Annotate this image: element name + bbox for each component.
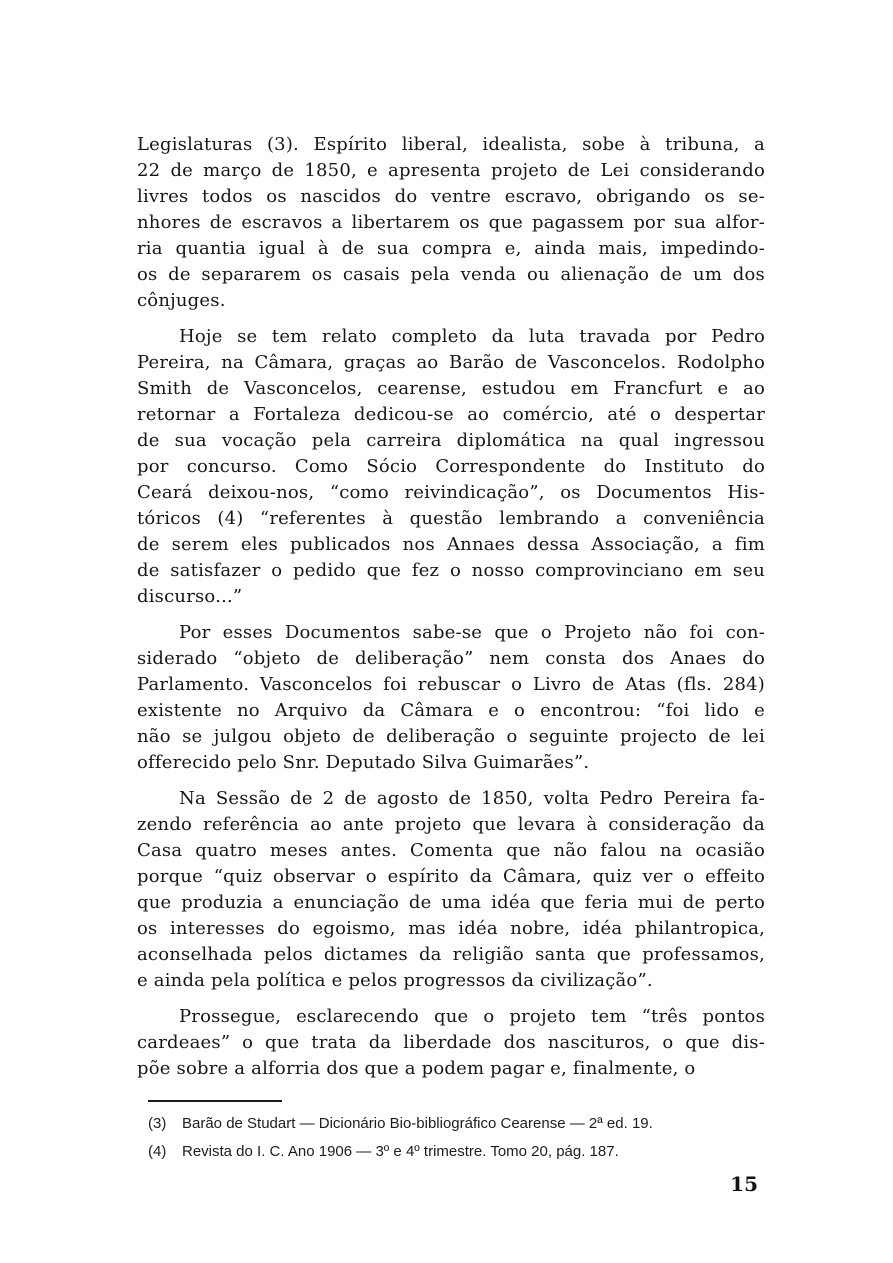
page-number: 15 xyxy=(730,1172,758,1196)
paragraph xyxy=(137,1004,765,1082)
text-line: Na Sessão de 2 de agosto de 1850, volta Pedro Pereira fa- xyxy=(179,788,765,809)
text-line: Parlamento. Vasconcelos foi rebuscar o Livro de Atas (fls. 284) xyxy=(137,674,765,695)
footnote-text: Revista do I. C. Ano 1906 — 3º e 4º trimestre. Tomo 20, pág. 187. xyxy=(182,1143,619,1160)
text-line: offerecido pelo Snr. Deputado Silva Guimarães”. xyxy=(137,752,590,773)
text-line: existente no Arquivo da Câmara e o encontrou: “foi lido e xyxy=(137,700,765,721)
footnotes xyxy=(137,1114,765,1170)
text-line: e ainda pela política e pelos progressos da civilização”. xyxy=(137,970,653,991)
text-line: Por esses Documentos sabe-se que o Projeto não foi con- xyxy=(179,622,765,643)
text-line: Smith de Vasconcelos, cearense, estudou em Francfurt e ao xyxy=(137,378,765,399)
text-line: ria quantia igual à de sua compra e, ainda mais, impedindo- xyxy=(137,238,765,259)
text-line: aconselhada pelos dictames da religião santa que professamos, xyxy=(137,944,765,965)
paragraph xyxy=(137,620,765,776)
text-line: os interesses do egoismo, mas idéa nobre, idéa philantropica, xyxy=(137,918,765,939)
text-line: de satisfazer o pedido que fez o nosso comprovinciano em seu xyxy=(137,560,765,581)
text-line: Casa quatro meses antes. Comenta que não falou na ocasião xyxy=(137,840,765,861)
text-line: Prossegue, esclarecendo que o projeto tem “três pontos xyxy=(179,1006,765,1027)
footnote xyxy=(137,1114,765,1134)
text-line: Ceará deixou-nos, “como reivindicação”, os Documentos His- xyxy=(137,482,765,503)
text-line: põe sobre a alforria dos que a podem pagar e, finalmente, o xyxy=(137,1058,696,1079)
footnote-marker: (3) xyxy=(148,1115,167,1132)
body-text xyxy=(137,132,765,1082)
text-line: Pereira, na Câmara, graças ao Barão de Vasconcelos. Rodolpho xyxy=(137,352,765,373)
paragraph xyxy=(137,324,765,610)
footnote xyxy=(137,1142,765,1162)
footnote-text: Barão de Studart — Dicionário Bio-bibliográfico Cearense — 2ª ed. 19. xyxy=(182,1115,653,1132)
text-line: que produzia a enunciação de uma idéa que feria mui de perto xyxy=(137,892,765,913)
text-line: de sua vocação pela carreira diplomática na qual ingressou xyxy=(137,430,765,451)
text-line: zendo referência ao ante projeto que levara à consideração da xyxy=(137,814,765,835)
text-line: de serem eles publicados nos Annaes dessa Associação, a fim xyxy=(137,534,765,555)
footnote-marker: (4) xyxy=(148,1143,167,1160)
text-line: tóricos (4) “referentes à questão lembrando a conveniência xyxy=(137,508,765,529)
text-line: livres todos os nascidos do ventre escravo, obrigando os se- xyxy=(137,186,765,207)
text-line: Hoje se tem relato completo da luta travada por Pedro xyxy=(179,326,765,347)
text-line: discurso...” xyxy=(137,586,243,607)
text-line: retornar a Fortaleza dedicou-se ao comércio, até o despertar xyxy=(137,404,765,425)
text-line: por concurso. Como Sócio Correspondente do Instituto do xyxy=(137,456,765,477)
text-line: Legislaturas (3). Espírito liberal, idealista, sobe à tribuna, a xyxy=(137,134,765,155)
text-line: cônjuges. xyxy=(137,290,226,311)
text-line: cardeaes” o que trata da liberdade dos nascituros, o que dis- xyxy=(137,1032,765,1053)
text-line: não se julgou objeto de deliberação o seguinte projecto de lei xyxy=(137,726,765,747)
text-line: 22 de março de 1850, e apresenta projeto de Lei considerando xyxy=(137,160,765,181)
text-line: nhores de escravos a libertarem os que pagassem por sua alfor- xyxy=(137,212,765,233)
text-line: porque “quiz observar o espírito da Câmara, quiz ver o effeito xyxy=(137,866,765,887)
text-line: siderado “objeto de deliberação” nem consta dos Anaes do xyxy=(137,648,765,669)
paragraph xyxy=(137,132,765,314)
paragraph xyxy=(137,786,765,994)
footnote-separator xyxy=(148,1100,282,1102)
text-line: os de separarem os casais pela venda ou alienação de um dos xyxy=(137,264,765,285)
